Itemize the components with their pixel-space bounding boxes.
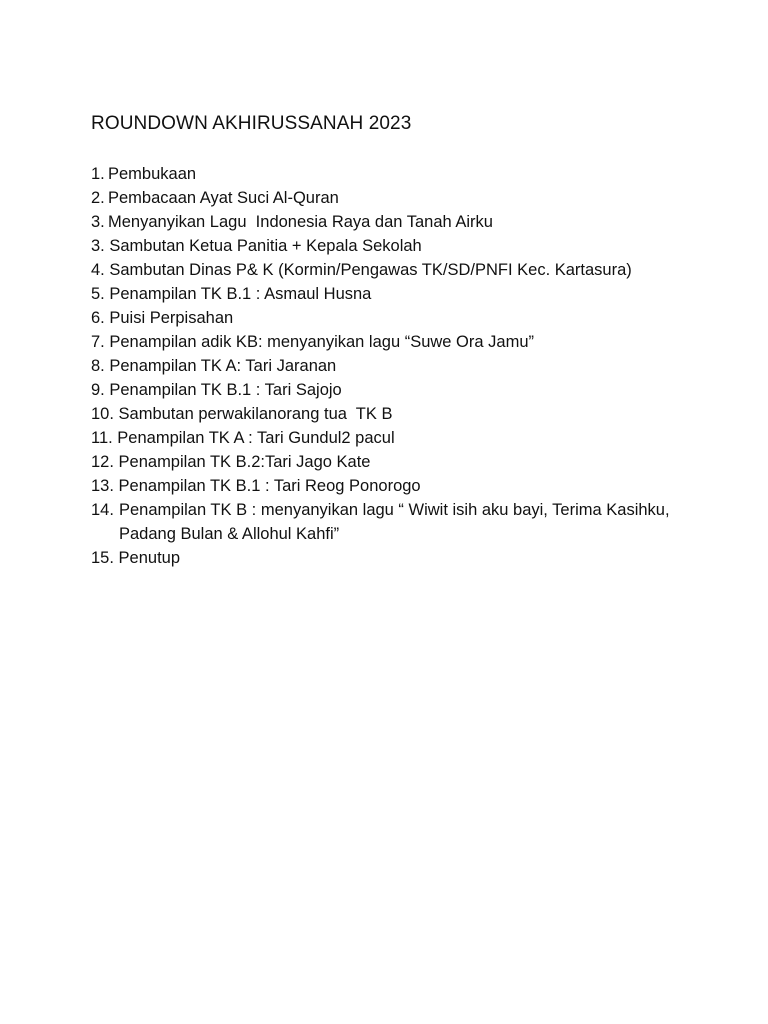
- item-number: 11.: [91, 429, 118, 447]
- list-item: [91, 378, 711, 402]
- item-text: Menyanyikan Lagu Indonesia Raya dan Tanah Airku: [108, 213, 493, 231]
- item-text: Penampilan TK A : Tari Gundul2 pacul: [117, 429, 395, 447]
- item-text: Penampilan TK A: Tari Jaranan: [109, 357, 337, 375]
- list-item: [91, 450, 711, 474]
- item-number: 7.: [91, 333, 110, 351]
- item-number: 6.: [91, 309, 110, 327]
- item-text: Sambutan Ketua Panitia + Kepala Sekolah: [109, 237, 422, 255]
- item-number: 5.: [91, 285, 110, 303]
- item-text: Penampilan TK B.1 : Tari Reog Ponorogo: [118, 477, 421, 495]
- list-item: [91, 186, 711, 210]
- list-item: [91, 546, 711, 570]
- list-item: [91, 330, 711, 354]
- list-item: [91, 402, 711, 426]
- list-item: [91, 498, 711, 546]
- list-item: [91, 234, 711, 258]
- item-number: 12.: [91, 453, 119, 471]
- item-text: Penampilan TK B : menyanyikan lagu “ Wiwit isih aku bayi, Terima Kasihku, Padang Bulan & Allohul Kahfi”: [119, 501, 675, 543]
- agenda-list: [91, 162, 711, 570]
- item-text: Sambutan Dinas P& K (Kormin/Pengawas TK/SD/PNFI Kec. Kartasura): [109, 261, 632, 279]
- item-number: 4.: [91, 261, 110, 279]
- item-number: 8.: [91, 357, 110, 375]
- item-text: Penampilan adik KB: menyanyikan lagu “Suwe Ora Jamu”: [109, 333, 534, 351]
- item-number: 9.: [91, 381, 110, 399]
- item-number: 3.: [91, 213, 105, 231]
- list-item: [91, 306, 711, 330]
- item-number: 14.: [91, 501, 119, 519]
- list-item: [91, 426, 711, 450]
- item-text: Puisi Perpisahan: [109, 309, 234, 327]
- item-number: 10.: [91, 405, 119, 423]
- item-text: Penutup: [118, 549, 181, 567]
- list-item: [91, 210, 711, 234]
- item-number: 3.: [91, 237, 110, 255]
- list-item: [91, 354, 711, 378]
- item-text: Pembacaan Ayat Suci Al-Quran: [108, 189, 339, 207]
- item-text: Penampilan TK B.2:Tari Jago Kate: [118, 453, 371, 471]
- item-text: Penampilan TK B.1 : Tari Sajojo: [109, 381, 342, 399]
- item-text: Pembukaan: [108, 165, 197, 183]
- item-text: Sambutan perwakilanorang tua TK B: [118, 405, 393, 423]
- item-text: Penampilan TK B.1 : Asmaul Husna: [109, 285, 372, 303]
- document-title: ROUNDOWN AKHIRUSSANAH 2023: [91, 113, 412, 134]
- list-item: [91, 258, 711, 282]
- list-item: [91, 282, 711, 306]
- list-item: [91, 474, 711, 498]
- item-number: 1.: [91, 165, 105, 183]
- item-number: 2.: [91, 189, 105, 207]
- item-number: 15.: [91, 549, 119, 567]
- list-item: [91, 162, 711, 186]
- item-number: 13.: [91, 477, 119, 495]
